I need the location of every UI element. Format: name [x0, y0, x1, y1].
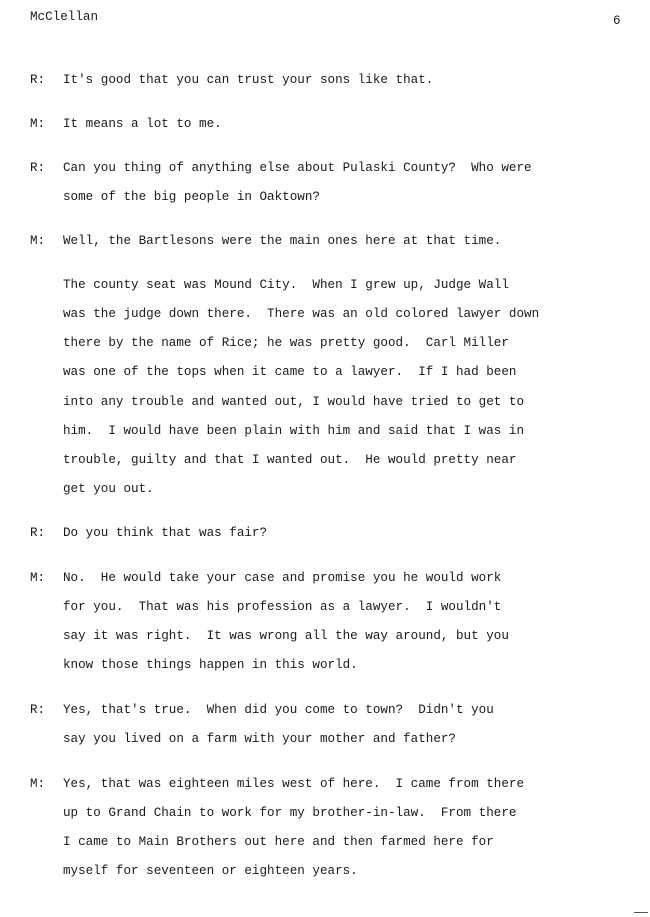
transcript-line: No. He would take your case and promise you he would work — [63, 571, 502, 585]
transcript-line: there by the name of Rice; he was pretty good. Carl Miller — [63, 336, 509, 350]
speaker-label: R: — [30, 526, 46, 540]
speaker-label: R: — [30, 73, 46, 87]
transcript-line: was one of the tops when it came to a lawyer. If I had been — [63, 365, 517, 379]
speaker-label: M: — [30, 117, 46, 131]
transcript-line: trouble, guilty and that I wanted out. He would pretty near — [63, 453, 517, 467]
transcript-line: know those things happen in this world. — [63, 658, 358, 672]
transcript-line: It means a lot to me. — [63, 117, 222, 131]
speaker-label: M: — [30, 234, 46, 248]
transcript-line: It's good that you can trust your sons like that. — [63, 73, 434, 87]
transcript-line: get you out. — [63, 482, 154, 496]
transcript-line: I came to Main Brothers out here and then farmed here for — [63, 835, 494, 849]
page-number: 6 — [613, 14, 621, 28]
transcript-line: Yes, that was eighteen miles west of here. I came from there — [63, 777, 525, 791]
transcript-line: The county seat was Mound City. When I grew up, Judge Wall — [63, 278, 509, 292]
speaker-label: R: — [30, 161, 46, 175]
transcript-line: for you. That was his profession as a lawyer. I wouldn't — [63, 600, 502, 614]
transcript-line: was the judge down there. There was an old colored lawyer down — [63, 307, 540, 321]
transcript-line: Can you thing of anything else about Pulaski County? Who were — [63, 161, 532, 175]
speaker-label: M: — [30, 571, 46, 585]
scan-mark — [634, 912, 648, 913]
transcript-line: say it was right. It was wrong all the way around, but you — [63, 629, 509, 643]
transcript-line: him. I would have been plain with him and said that I was in — [63, 424, 525, 438]
transcript-line: up to Grand Chain to work for my brother-in-law. From there — [63, 806, 517, 820]
header-name: McClellan — [30, 10, 99, 24]
speaker-label: R: — [30, 703, 46, 717]
transcript-line: Yes, that's true. When did you come to town? Didn't you — [63, 703, 494, 717]
transcript-line: some of the big people in Oaktown? — [63, 190, 320, 204]
transcript-line: Well, the Bartlesons were the main ones here at that time. — [63, 234, 502, 248]
transcript-line: myself for seventeen or eighteen years. — [63, 864, 358, 878]
transcript-line: Do you think that was fair? — [63, 526, 268, 540]
transcript-line: into any trouble and wanted out, I would have tried to get to — [63, 395, 525, 409]
transcript-line: say you lived on a farm with your mother and father? — [63, 732, 456, 746]
speaker-label: M: — [30, 777, 46, 791]
